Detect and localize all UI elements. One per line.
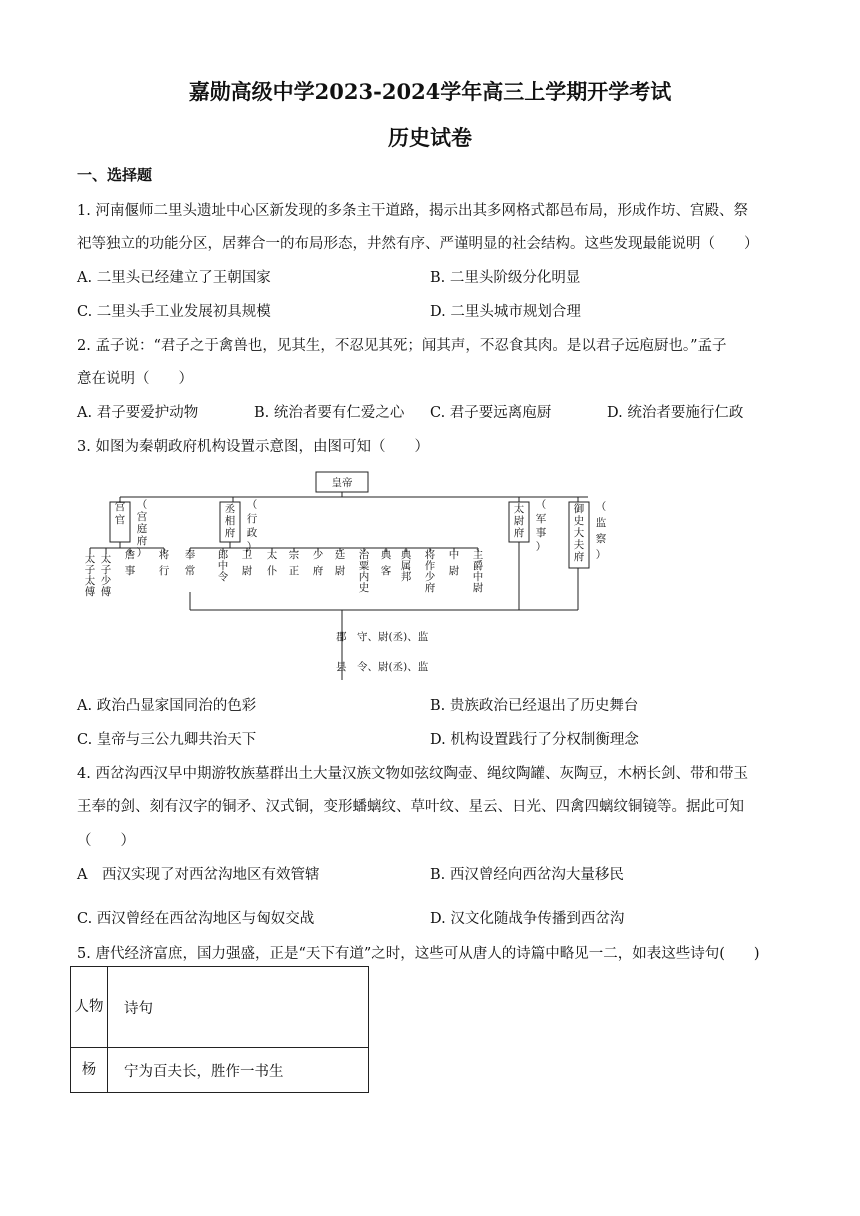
official-label-12: 中尉 bbox=[448, 549, 460, 577]
q3-option-b: B. 贵族政治已经退出了历史舞台 bbox=[430, 698, 639, 714]
jun-label: 郡 守、尉(丞)、监 bbox=[336, 631, 429, 643]
q2-option-d: D. 统治者要施行仁政 bbox=[607, 405, 744, 421]
gongtingfu-label: （宫庭府） bbox=[136, 499, 148, 559]
official-label-8: 治粟内史 bbox=[358, 549, 370, 594]
official-label-10: 典属邦 bbox=[400, 549, 412, 583]
taiweifu-label: 太尉府 bbox=[513, 503, 525, 539]
xingzheng-label: （行政） bbox=[246, 499, 258, 553]
official-label-5: 宗正 bbox=[288, 549, 300, 577]
official-label-4: 太仆 bbox=[266, 549, 278, 577]
chengxiangfu-label: 丞相府 bbox=[224, 503, 236, 539]
q1-option-d: D. 二里头城市规划合理 bbox=[430, 304, 581, 320]
q5-stem: 5. 唐代经济富庶，国力强盛，正是“天下有道”之时，这些可从唐人的诗篇中略见一二，如表这些诗句( ) bbox=[77, 946, 760, 962]
poem-table bbox=[70, 966, 369, 1093]
section-heading: 一、选择题 bbox=[77, 166, 153, 184]
table-cell-person: 杨 bbox=[71, 1048, 108, 1093]
q2-stem-line1: 2. 孟子说：“君子之于禽兽也，见其生，不忍见其死；闻其声，不忍食其肉。是以君子远庖厨也。”孟子 bbox=[77, 338, 727, 354]
official-label-7: 廷尉 bbox=[334, 549, 346, 577]
gongguan-label: 宫官 bbox=[114, 501, 126, 526]
official-label-3: 卫尉 bbox=[241, 549, 253, 577]
jiangxing-label: 将行 bbox=[158, 549, 170, 577]
table-header-poem: 诗句 bbox=[108, 967, 369, 1048]
q1-option-a: A. 二里头已经建立了王朝国家 bbox=[77, 270, 271, 286]
q4-stem-line2: 王奉的剑、刻有汉字的铜矛、汉式铜，变形蟠螭纹、草叶纹、星云、日光、四禽四螭纹铜镜等。据此可知 bbox=[77, 799, 744, 815]
emperor-label: 皇帝 bbox=[331, 477, 353, 489]
q3-stem: 3. 如图为秦朝政府机构设置示意图，由图可知（ ） bbox=[77, 439, 429, 455]
table-header-row bbox=[71, 967, 369, 1048]
q1-option-c: C. 二里头手工业发展初具规模 bbox=[77, 304, 271, 320]
zhanshi-label: 詹事 bbox=[124, 549, 136, 577]
official-label-11: 将作少府 bbox=[424, 549, 436, 594]
q2-option-c: C. 君子要远离庖厨 bbox=[430, 405, 552, 421]
official-label-2: 郎中令 bbox=[217, 549, 229, 583]
q2-option-a: A. 君子要爱护动物 bbox=[77, 405, 199, 421]
taizitaifu-label: 太子太傅 bbox=[84, 553, 96, 598]
q1-option-b: B. 二里头阶级分化明显 bbox=[430, 270, 581, 286]
official-label-13: 主爵中尉 bbox=[472, 549, 484, 594]
org-chart-diagram bbox=[80, 470, 620, 685]
q2-stem-line2: 意在说明（ ） bbox=[77, 371, 193, 387]
jiancha-label: （监察） bbox=[595, 501, 607, 561]
q3-option-a: A. 政治凸显家国同治的色彩 bbox=[77, 698, 257, 714]
q4-stem-line3: （ ） bbox=[77, 833, 135, 849]
q4-option-a: A 西汉实现了对西岔沟地区有效管辖 bbox=[77, 867, 320, 883]
official-label-1: 奉常 bbox=[184, 549, 196, 577]
taizishaofu-label: 太子少傅 bbox=[100, 553, 112, 598]
official-label-6: 少府 bbox=[312, 549, 324, 577]
q2-option-b: B. 统治者要有仁爱之心 bbox=[254, 405, 405, 421]
q4-option-d: D. 汉文化随战争传播到西岔沟 bbox=[430, 911, 625, 927]
q1-stem-line2: 祀等独立的功能分区，居葬合一的布局形态，井然有序、严谨明显的社会结构。这些发现最能说明（ ） bbox=[77, 236, 759, 252]
q1-stem-line1: 1. 河南偃师二里头遗址中心区新发现的多条主干道路，揭示出其多网格式都邑布局，形成作坊、宫殿、祭 bbox=[77, 203, 748, 219]
official-label-9: 典客 bbox=[380, 549, 392, 577]
page-subtitle: 历史试卷 bbox=[388, 125, 472, 150]
table-header-person: 人物 bbox=[71, 967, 108, 1048]
xian-label: 县 令、尉(丞)、监 bbox=[336, 661, 429, 673]
junshi-label: （军事） bbox=[535, 499, 547, 553]
table-cell-poem: 宁为百夫长，胜作一书生 bbox=[108, 1048, 369, 1093]
q4-stem-line1: 4. 西岔沟西汉早中期游牧族墓群出土大量汉族文物如弦纹陶壶、绳纹陶罐、灰陶豆，木柄长剑、带和带玉 bbox=[77, 766, 748, 782]
yushidafufu-label: 御史大夫府 bbox=[573, 503, 585, 563]
q4-option-c: C. 西汉曾经在西岔沟地区与匈奴交战 bbox=[77, 911, 315, 927]
q4-option-b: B. 西汉曾经向西岔沟大量移民 bbox=[430, 867, 624, 883]
q3-option-d: D. 机构设置践行了分权制衡理念 bbox=[430, 732, 639, 748]
page-title: 嘉勋高级中学2023-2024学年高三上学期开学考试 bbox=[188, 79, 672, 104]
q3-option-c: C. 皇帝与三公九卿共治天下 bbox=[77, 732, 257, 748]
table-row bbox=[71, 1048, 369, 1093]
